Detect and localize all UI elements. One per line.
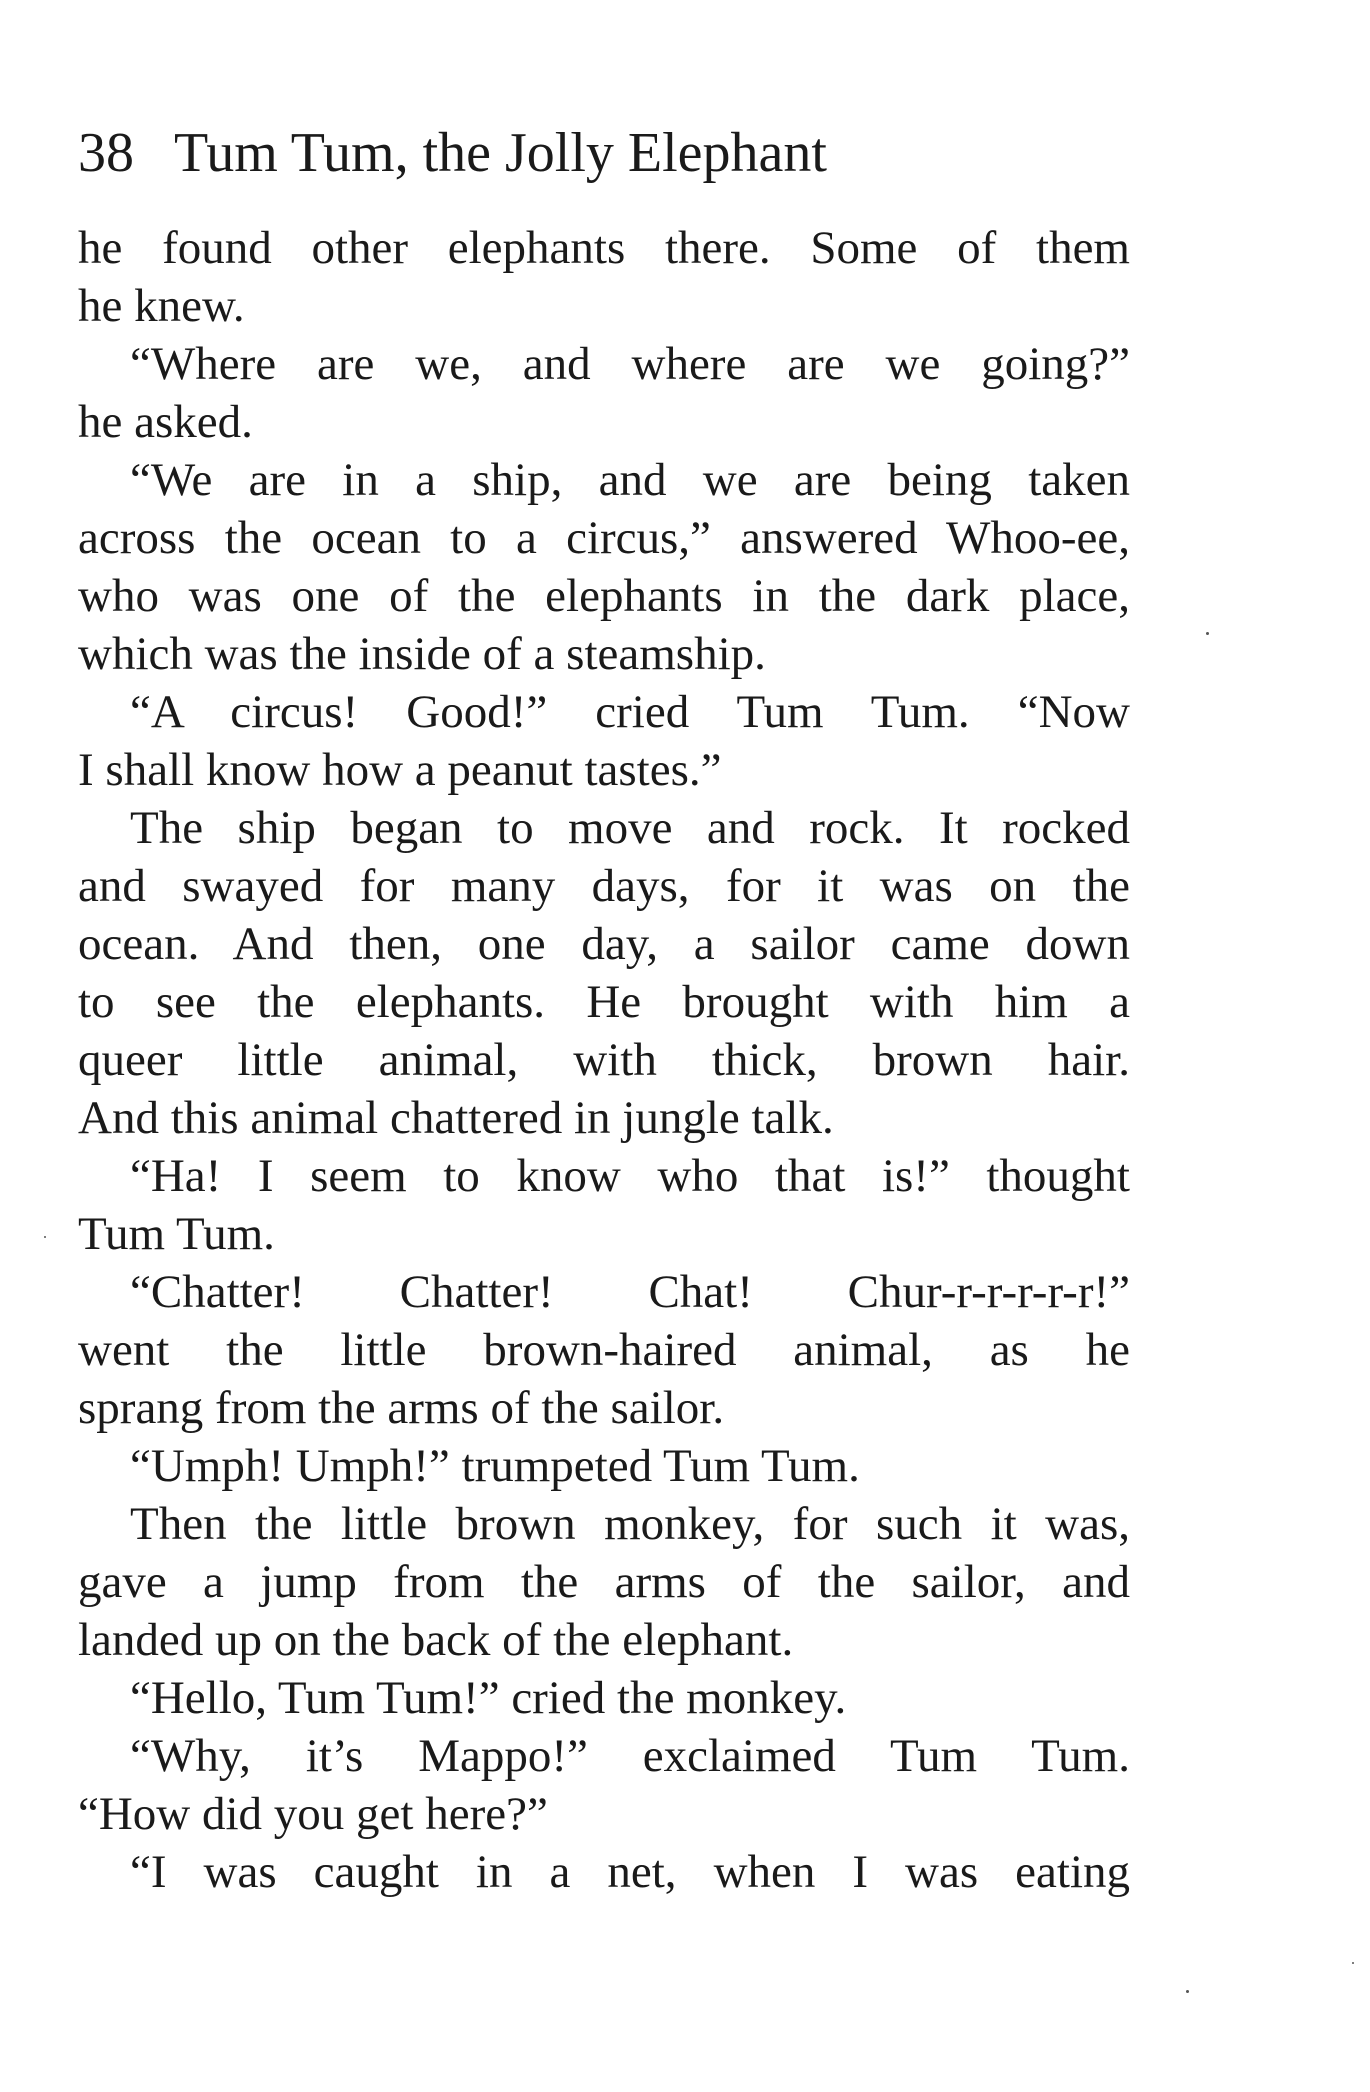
paper-speck [1352,1962,1354,1964]
text-line: landed up on the back of the elephant. [78,1614,794,1666]
text-line: “Why, it’s Mappo!” exclaimed Tum Tum. [130,1730,1130,1782]
paper-speck [44,1236,46,1238]
text-line: I shall know how a peanut tastes.” [78,744,722,796]
text-line: “Chatter! Chatter! Chat! Chur-r-r-r-r-r!” [130,1266,1130,1318]
text-line: ocean. And then, one day, a sailor came down [78,918,1130,970]
text-line: Then the little brown monkey, for such it was, [130,1498,1130,1550]
text-line: he found other elephants there. Some of them [78,222,1130,274]
text-line: gave a jump from the arms of the sailor, and [78,1556,1130,1608]
running-title: Tum Tum, the Jolly Elephant [174,122,827,184]
text-line: And this animal chattered in jungle talk. [78,1092,834,1144]
page-number: 38 [78,122,134,184]
text-line: he knew. [78,280,245,332]
text-line: “How did you get here?” [78,1788,548,1840]
running-header [78,118,1138,188]
text-line: sprang from the arms of the sailor. [78,1382,725,1434]
text-line: “Umph! Umph!” trumpeted Tum Tum. [130,1440,860,1492]
text-line: and swayed for many days, for it was on the [78,860,1130,912]
text-line: The ship began to move and rock. It rocked [130,802,1130,854]
text-line: “Hello, Tum Tum!” cried the monkey. [130,1672,847,1724]
text-line: “I was caught in a net, when I was eating [130,1846,1130,1898]
body-text [78,219,1130,1901]
text-line: “Where are we, and where are we going?” [130,338,1130,390]
text-line: “We are in a ship, and we are being taken [130,454,1130,506]
paper-speck [1186,1990,1189,1993]
text-line: queer little animal, with thick, brown hair. [78,1034,1130,1086]
text-line: to see the elephants. He brought with him a [78,976,1130,1028]
text-line: who was one of the elephants in the dark place, [78,570,1130,622]
text-line: which was the inside of a steamship. [78,628,766,680]
paper-speck [1206,632,1209,635]
text-line: across the ocean to a circus,” answered Whoo-ee, [78,512,1130,564]
text-line: Tum Tum. [78,1208,275,1260]
text-line: he asked. [78,396,253,448]
text-line: went the little brown-haired animal, as he [78,1324,1130,1376]
text-line: “A circus! Good!” cried Tum Tum. “Now [130,686,1130,738]
text-line: “Ha! I seem to know who that is!” thought [130,1150,1130,1202]
